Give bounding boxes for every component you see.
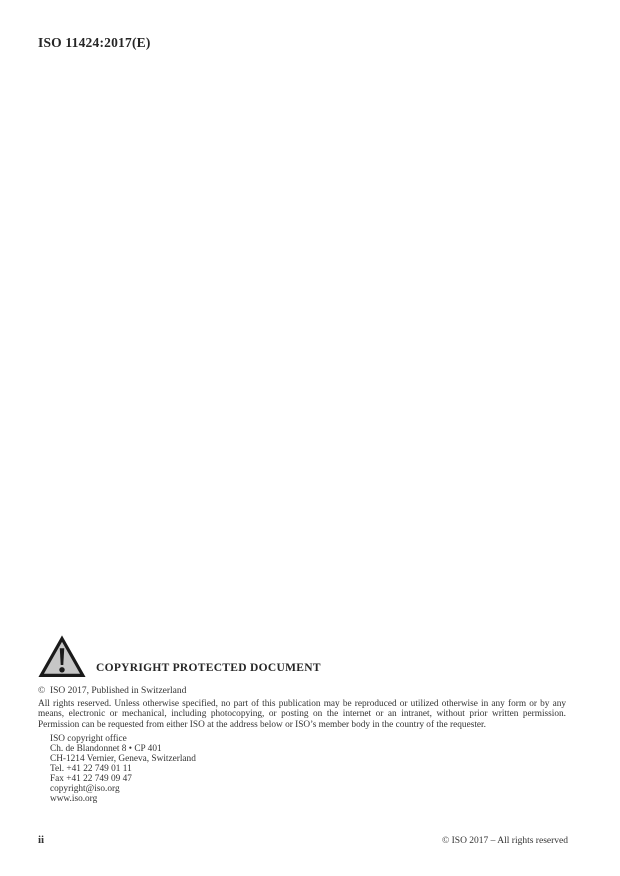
address-block — [50, 734, 566, 804]
address-line-fax: Fax +41 22 749 09 47 — [50, 774, 132, 785]
address-line-office: ISO copyright office — [50, 734, 127, 745]
copyright-box — [38, 633, 566, 804]
footer-copyright: © ISO 2017 – All rights reserved — [442, 836, 568, 846]
copyright-protected-title: COPYRIGHT PROTECTED DOCUMENT — [96, 662, 321, 674]
address-line-tel: Tel. +41 22 749 01 11 — [50, 764, 132, 775]
address-line-website: www.iso.org — [50, 794, 98, 805]
document-id: ISO 11424:2017(E) — [38, 35, 151, 50]
warning-triangle-icon — [38, 634, 86, 680]
address-line-street: Ch. de Blandonnet 8 • CP 401 — [50, 744, 162, 755]
address-line-city: CH-1214 Vernier, Geneva, Switzerland — [50, 754, 196, 765]
copyright-notice: All rights reserved. Unless otherwise specified, no part of this publication may be reproduced or utilized otherwise in any form or by any means, electronic or mechanical, including photocopying, or posting on the internet or an intranet, without prior written permission. Permission can be requested from either ISO at the address below or ISO’s member body in the country of the requester. — [38, 699, 566, 730]
page-number: ii — [38, 834, 45, 846]
copyright-header-row — [38, 633, 566, 680]
publisher-line: © ISO 2017, Published in Switzerland — [38, 686, 187, 696]
address-line-email: copyright@iso.org — [50, 784, 120, 795]
